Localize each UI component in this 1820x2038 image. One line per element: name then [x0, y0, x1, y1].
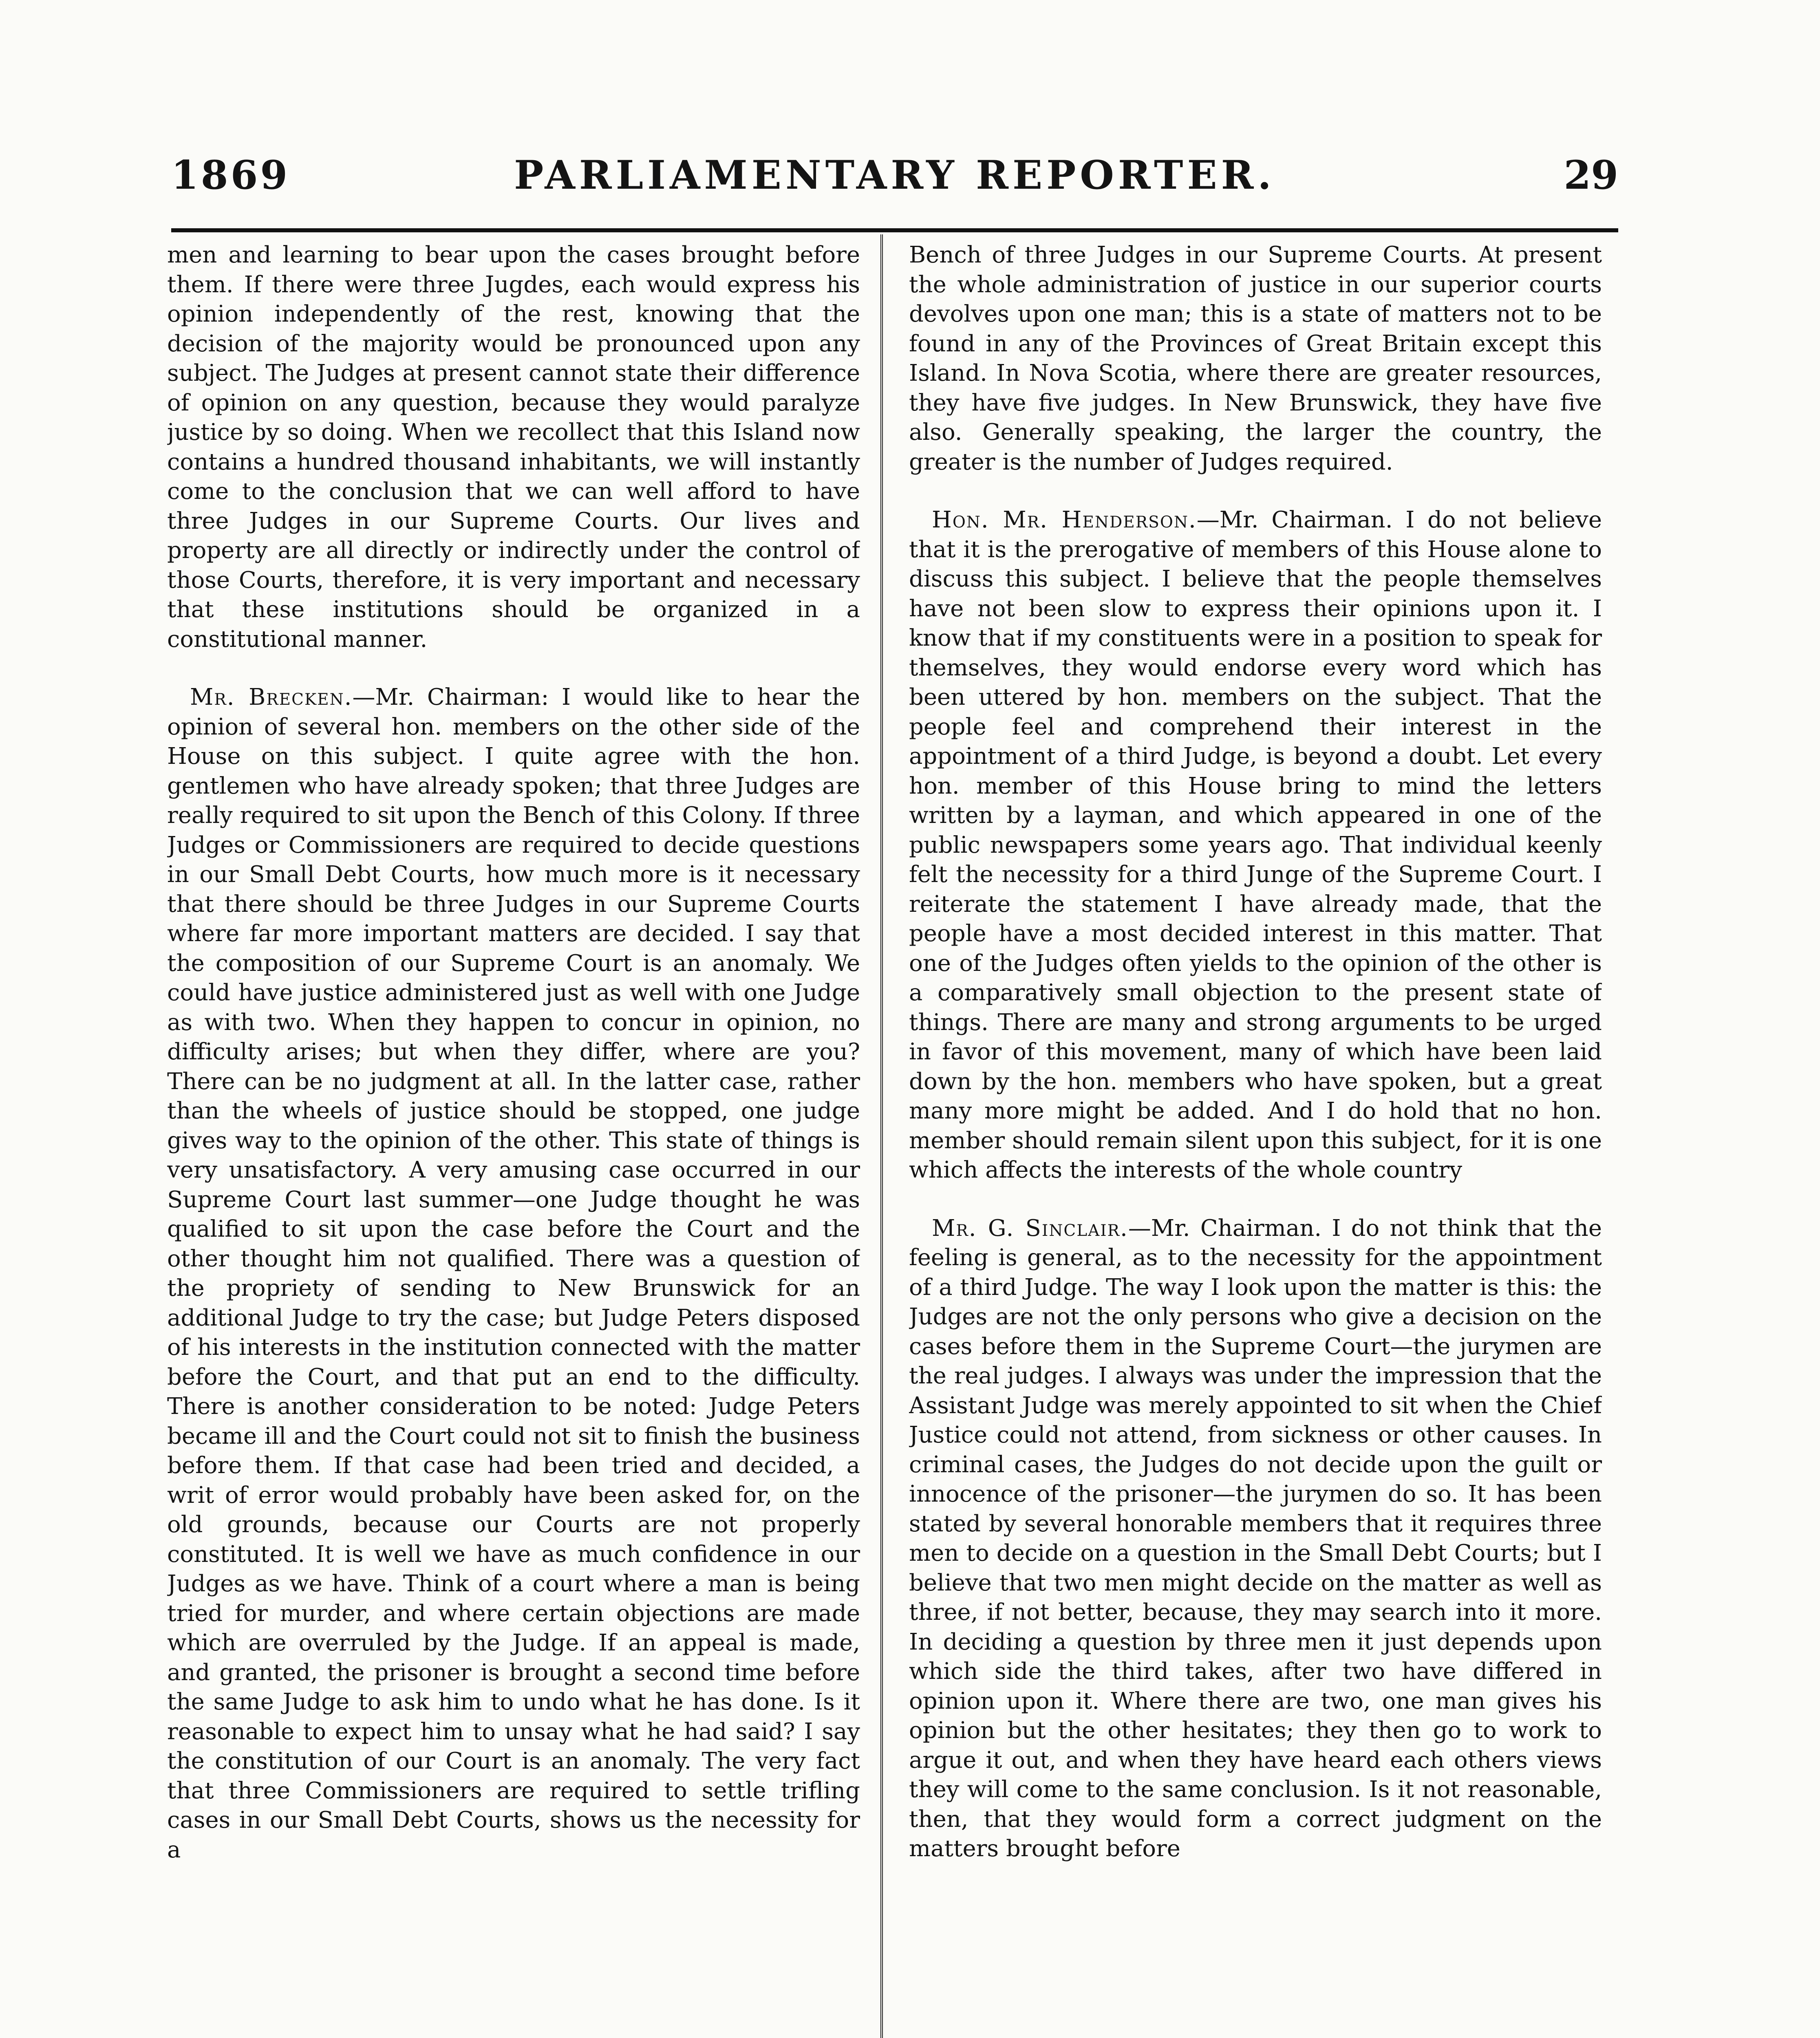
right-column	[909, 240, 1602, 2038]
speech-text: —Mr. Chairman. I do not believe that it is the prerogative of members of this House alone to discuss this subject. I believe that the people themselves have not been slow to express their opinions upon it. I know that if my constituents were in a position to speak for themselves, they would endorse every word which has been uttered by hon. members on the subject. That the people feel and comprehend their interest in the appointment of a third Judge, is beyond a doubt. Let every hon. member of this House bring to mind the letters written by a layman, and which appeared in one of the public newspapers some years ago. That individual keenly felt the necessity for a third Junge of the Supreme Court. I reiterate the statement I have already made, that the people have a most decided interest in this matter. That one of the Judges often yields to the opinion of the other is a comparatively small objection to the present state of things. There are many and strong arguments to be urged in favor of this movement, many of which have been laid down by the hon. members who have spoken, but a great many more might be added. And I do hold that no hon. member should remain silent upon this subject, for it is one which affects the interests of the whole country	[909, 507, 1602, 1183]
header-year: 1869	[171, 152, 290, 198]
speech-text: —Mr. Chairman: I would like to hear the opinion of several hon. members on the other side of the House on this subject. I quite agree with the hon. gentlemen who have already spoken; that three Judges are really required to sit upon the Bench of this Colony. If three Judges or Commissioners are required to decide questions in our Small Debt Courts, how much more is it necessary that there should be three Judges in our Supreme Courts where far more important matters are decided. I say that the composition of our Supreme Court is an anomaly. We could have justice administered just as well with one Judge as with two. When they happen to concur in opinion, no difficulty arises; but when they differ, where are you? There can be no judgment at all. In the latter case, rather than the wheels of justice should be stopped, one judge gives way to the opinion of the other. This state of things is very unsatisfactory. A very amusing case occurred in our Supreme Court last summer—one Judge thought he was qualified to sit upon the case before the Court and the other thought him not qualified. There was a question of the propriety of sending to New Brunswick for an additional Judge to try the case; but Judge Peters disposed of his interests in the institution connected with the matter before the Court, and that put an end to the difficulty. There is another consideration to be noted: Judge Peters became ill and the Court could not sit to finish the business before them. If that case had been tried and decided, a writ of error would probably have been asked for, on the old grounds, because our Courts are not properly constituted. It is well we have as much confidence in our Judges as we have. Think of a court where a man is being tried for murder, and where certain objections are made which are overruled by the Judge. If an appeal is made, and granted, the prisoner is brought a second time before the same Judge to ask him to undo what he has done. Is it reasonable to expect him to unsay what he had said? I say the constitution of our Court is an anomaly. The very fact that three Commissioners are required to settle trifling cases in our Small Debt Courts, shows us the necessity for a	[167, 684, 860, 1863]
right-paragraph-3	[909, 1214, 1602, 1864]
speaker-name: Mr. Brecken.	[190, 684, 353, 710]
speaker-name: Mr. G. Sinclair.	[932, 1215, 1128, 1242]
speaker-name: Hon. Mr. Henderson.	[932, 507, 1197, 533]
left-paragraph-2	[167, 683, 860, 1865]
right-paragraph-2	[909, 505, 1602, 1185]
left-paragraph-1: men and learning to bear upon the cases brought before them. If there were three Jugdes, each would express his opinion independently of the rest, knowing that the decision of the majority would be pronounced upon any subject. The Judges at present cannot state their difference of opinion on any question, because they would paralyze justice by so doing. When we recollect that this Island now contains a hundred thousand inhabitants, we will instantly come to the conclusion that we can well afford to have three Judges in our Supreme Courts. Our lives and property are all directly or indirectly under the control of those Courts, therefore, it is very important and necessary that these institutions should be organized in a constitutional manner.	[167, 242, 860, 653]
header-rule	[171, 228, 1618, 232]
column-divider	[880, 234, 883, 2038]
page-header	[171, 145, 1618, 206]
speech-text: —Mr. Chairman. I do not think that the feeling is general, as to the necessity for the appointment of a third Judge. The way I look upon the matter is this: the Judges are not the only persons who give a decision on the cases before them in the Supreme Court—the jurymen are the real judges. I always was under the impression that the Assistant Judge was merely appointed to sit when the Chief Justice could not attend, from sickness or other causes. In criminal cases, the Judges do not decide upon the guilt or innocence of the prisoner—the jurymen do so. It has been stated by several honorable members that it requires three men to decide on a question in the Small Debt Courts; but I believe that two men might decide on the matter as well as three, if not better, because, they may search into it more. In deciding a question by three men it just depends upon which side the third takes, after two have differed in opinion upon it. Where there are two, one man gives his opinion but the other hesitates; they then go to work to argue it out, and when they have heard each others views they will come to the same conclusion. Is it not reasonable, then, that they would form a correct judgment on the matters brought before	[909, 1215, 1602, 1862]
left-column	[167, 240, 860, 2038]
page-number: 29	[1564, 152, 1618, 198]
header-title: PARLIAMENTARY REPORTER.	[514, 152, 1275, 198]
right-paragraph-1: Bench of three Judges in our Supreme Courts. At present the whole administration of justice in our superior courts devolves upon one man; this is a state of matters not to be found in any of the Provinces of Great Britain except this Island. In Nova Scotia, where there are greater resources, they have five judges. In New Brunswick, they have five also. Generally speaking, the larger the country, the greater is the number of Judges required.	[909, 242, 1602, 475]
